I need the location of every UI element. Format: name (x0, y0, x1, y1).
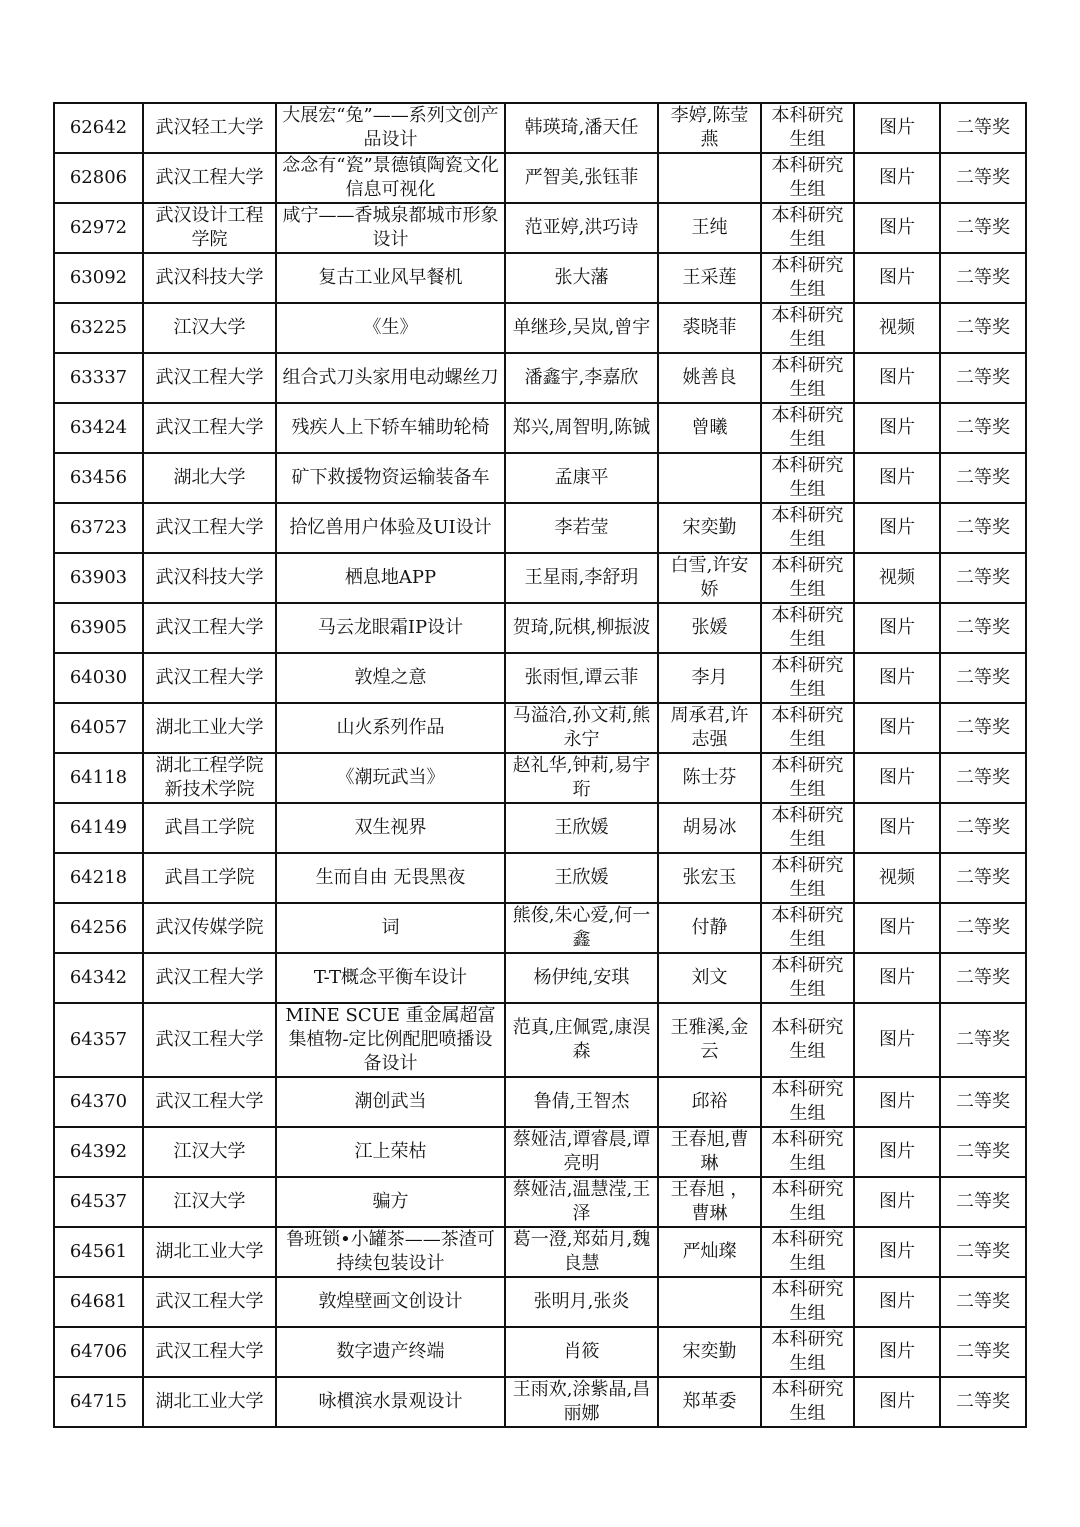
authors-cell: 潘鑫宇,李嘉欣 (505, 353, 658, 403)
award-cell: 二等奖 (940, 253, 1026, 303)
advisor-cell: 陈士芬 (658, 753, 761, 803)
authors-cell: 张大藩 (505, 253, 658, 303)
authors-cell: 范真,庄佩霓,康淏森 (505, 1003, 658, 1077)
work-type-cell: 图片 (854, 1327, 940, 1377)
award-cell: 二等奖 (940, 1327, 1026, 1377)
work-type-cell: 图片 (854, 353, 940, 403)
award-cell: 二等奖 (940, 803, 1026, 853)
group-cell: 本科研究生组 (761, 503, 854, 553)
award-cell: 二等奖 (940, 1127, 1026, 1177)
table-row (54, 853, 1026, 903)
work-title-cell: 敦煌之意 (276, 653, 505, 703)
award-cell: 二等奖 (940, 453, 1026, 503)
entry-id-cell: 64342 (54, 953, 143, 1003)
group-cell: 本科研究生组 (761, 1003, 854, 1077)
advisor-cell: 李婷,陈莹燕 (658, 103, 761, 153)
school-cell: 武汉设计工程学院 (143, 203, 276, 253)
advisor-cell: 邱裕 (658, 1077, 761, 1127)
awards-table (53, 102, 1027, 1428)
entry-id-cell: 64392 (54, 1127, 143, 1177)
work-type-cell: 图片 (854, 1177, 940, 1227)
advisor-cell (658, 153, 761, 203)
table-row (54, 1127, 1026, 1177)
group-cell: 本科研究生组 (761, 303, 854, 353)
school-cell: 武汉工程大学 (143, 1077, 276, 1127)
entry-id-cell: 64681 (54, 1277, 143, 1327)
work-title-cell: 马云龙眼霜IP设计 (276, 603, 505, 653)
authors-cell: 王欣媛 (505, 853, 658, 903)
advisor-cell: 张宏玉 (658, 853, 761, 903)
school-cell: 武汉传媒学院 (143, 903, 276, 953)
group-cell: 本科研究生组 (761, 803, 854, 853)
authors-cell: 熊俊,朱心爱,何一鑫 (505, 903, 658, 953)
entry-id-cell: 62806 (54, 153, 143, 203)
award-cell: 二等奖 (940, 1077, 1026, 1127)
school-cell: 武汉工程大学 (143, 1277, 276, 1327)
school-cell: 武汉工程大学 (143, 153, 276, 203)
work-type-cell: 图片 (854, 1277, 940, 1327)
school-cell: 武汉轻工大学 (143, 103, 276, 153)
work-title-cell: 潮创武当 (276, 1077, 505, 1127)
authors-cell: 杨伊纯,安琪 (505, 953, 658, 1003)
award-cell: 二等奖 (940, 903, 1026, 953)
advisor-cell: 王纯 (658, 203, 761, 253)
work-type-cell: 图片 (854, 453, 940, 503)
school-cell: 湖北工业大学 (143, 1377, 276, 1427)
award-cell: 二等奖 (940, 853, 1026, 903)
table-row (54, 403, 1026, 453)
work-title-cell: 敦煌壁画文创设计 (276, 1277, 505, 1327)
table-row (54, 1227, 1026, 1277)
school-cell: 武昌工学院 (143, 853, 276, 903)
entry-id-cell: 64357 (54, 1003, 143, 1077)
work-title-cell: 矿下救援物资运输装备车 (276, 453, 505, 503)
work-type-cell: 图片 (854, 203, 940, 253)
school-cell: 武汉工程大学 (143, 1327, 276, 1377)
school-cell: 武汉科技大学 (143, 253, 276, 303)
award-cell: 二等奖 (940, 553, 1026, 603)
table-row (54, 753, 1026, 803)
group-cell: 本科研究生组 (761, 103, 854, 153)
school-cell: 武汉工程大学 (143, 503, 276, 553)
work-type-cell: 视频 (854, 303, 940, 353)
award-cell: 二等奖 (940, 303, 1026, 353)
group-cell: 本科研究生组 (761, 1177, 854, 1227)
authors-cell: 张明月,张炎 (505, 1277, 658, 1327)
table-row (54, 953, 1026, 1003)
work-title-cell: 大展宏“兔”——系列文创产品设计 (276, 103, 505, 153)
table-row (54, 103, 1026, 153)
table-row (54, 353, 1026, 403)
advisor-cell (658, 453, 761, 503)
award-cell: 二等奖 (940, 203, 1026, 253)
advisor-cell: 胡易冰 (658, 803, 761, 853)
awards-table-body (54, 103, 1026, 1427)
work-title-cell: 《生》 (276, 303, 505, 353)
work-title-cell: 双生视界 (276, 803, 505, 853)
entry-id-cell: 64715 (54, 1377, 143, 1427)
table-row (54, 303, 1026, 353)
award-cell: 二等奖 (940, 1177, 1026, 1227)
authors-cell: 鲁倩,王智杰 (505, 1077, 658, 1127)
school-cell: 湖北工业大学 (143, 1227, 276, 1277)
award-cell: 二等奖 (940, 153, 1026, 203)
award-cell: 二等奖 (940, 103, 1026, 153)
school-cell: 武汉工程大学 (143, 653, 276, 703)
entry-id-cell: 64218 (54, 853, 143, 903)
entry-id-cell: 63424 (54, 403, 143, 453)
authors-cell: 单继珍,吴岚,曾宇 (505, 303, 658, 353)
authors-cell: 肖筱 (505, 1327, 658, 1377)
table-row (54, 1003, 1026, 1077)
table-row (54, 653, 1026, 703)
award-cell: 二等奖 (940, 503, 1026, 553)
work-title-cell: MINE SCUE 重金属超富集植物-定比例配肥喷播设备设计 (276, 1003, 505, 1077)
school-cell: 武汉工程大学 (143, 403, 276, 453)
table-row (54, 553, 1026, 603)
authors-cell: 李若莹 (505, 503, 658, 553)
work-title-cell: 鲁班锁•小罐茶——茶渣可持续包装设计 (276, 1227, 505, 1277)
authors-cell: 韩瑛琦,潘天任 (505, 103, 658, 153)
school-cell: 湖北大学 (143, 453, 276, 503)
work-type-cell: 图片 (854, 1077, 940, 1127)
table-row (54, 1077, 1026, 1127)
school-cell: 武昌工学院 (143, 803, 276, 853)
advisor-cell: 姚善良 (658, 353, 761, 403)
table-row (54, 1327, 1026, 1377)
authors-cell: 王欣媛 (505, 803, 658, 853)
group-cell: 本科研究生组 (761, 453, 854, 503)
work-type-cell: 图片 (854, 1127, 940, 1177)
entry-id-cell: 62972 (54, 203, 143, 253)
work-type-cell: 图片 (854, 603, 940, 653)
work-type-cell: 图片 (854, 753, 940, 803)
work-type-cell: 图片 (854, 153, 940, 203)
school-cell: 江汉大学 (143, 1127, 276, 1177)
award-cell: 二等奖 (940, 703, 1026, 753)
entry-id-cell: 63337 (54, 353, 143, 403)
award-cell: 二等奖 (940, 1227, 1026, 1277)
work-type-cell: 图片 (854, 803, 940, 853)
advisor-cell: 严灿璨 (658, 1227, 761, 1277)
school-cell: 武汉工程大学 (143, 953, 276, 1003)
work-type-cell: 图片 (854, 703, 940, 753)
work-title-cell: 《潮玩武当》 (276, 753, 505, 803)
work-type-cell: 图片 (854, 503, 940, 553)
authors-cell: 郑兴,周智明,陈铖 (505, 403, 658, 453)
entry-id-cell: 64118 (54, 753, 143, 803)
group-cell: 本科研究生组 (761, 1327, 854, 1377)
work-type-cell: 视频 (854, 853, 940, 903)
advisor-cell: 白雪,许安娇 (658, 553, 761, 603)
work-title-cell: 生而自由 无畏黑夜 (276, 853, 505, 903)
advisor-cell: 王雅溪,金云 (658, 1003, 761, 1077)
entry-id-cell: 64030 (54, 653, 143, 703)
award-cell: 二等奖 (940, 653, 1026, 703)
work-type-cell: 图片 (854, 253, 940, 303)
entry-id-cell: 63905 (54, 603, 143, 653)
group-cell: 本科研究生组 (761, 253, 854, 303)
entry-id-cell: 64706 (54, 1327, 143, 1377)
authors-cell: 严智美,张钰菲 (505, 153, 658, 203)
authors-cell: 马溢洽,孙文莉,熊永宁 (505, 703, 658, 753)
award-cell: 二等奖 (940, 353, 1026, 403)
advisor-cell: 宋奕勤 (658, 1327, 761, 1377)
work-title-cell: 山火系列作品 (276, 703, 505, 753)
entry-id-cell: 63456 (54, 453, 143, 503)
group-cell: 本科研究生组 (761, 603, 854, 653)
work-type-cell: 图片 (854, 1377, 940, 1427)
entry-id-cell: 64561 (54, 1227, 143, 1277)
work-title-cell: 咸宁——香城泉都城市形象设计 (276, 203, 505, 253)
advisor-cell: 张媛 (658, 603, 761, 653)
award-cell: 二等奖 (940, 753, 1026, 803)
work-title-cell: 江上荣枯 (276, 1127, 505, 1177)
table-row (54, 903, 1026, 953)
work-title-cell: 念念有“瓷”景德镇陶瓷文化信息可视化 (276, 153, 505, 203)
entry-id-cell: 64256 (54, 903, 143, 953)
table-row (54, 153, 1026, 203)
advisor-cell: 刘文 (658, 953, 761, 1003)
authors-cell: 葛一澄,郑茹月,魏良慧 (505, 1227, 658, 1277)
advisor-cell: 王春旭 ，曹琳 (658, 1177, 761, 1227)
group-cell: 本科研究生组 (761, 1127, 854, 1177)
award-cell: 二等奖 (940, 1277, 1026, 1327)
entry-id-cell: 64057 (54, 703, 143, 753)
table-row (54, 1277, 1026, 1327)
authors-cell: 贺琦,阮棋,柳振波 (505, 603, 658, 653)
authors-cell: 赵礼华,钟莉,易宇珩 (505, 753, 658, 803)
work-type-cell: 视频 (854, 553, 940, 603)
group-cell: 本科研究生组 (761, 553, 854, 603)
work-title-cell: 残疾人上下轿车辅助轮椅 (276, 403, 505, 453)
group-cell: 本科研究生组 (761, 153, 854, 203)
work-title-cell: 数字遗产终端 (276, 1327, 505, 1377)
work-type-cell: 图片 (854, 403, 940, 453)
school-cell: 江汉大学 (143, 303, 276, 353)
group-cell: 本科研究生组 (761, 653, 854, 703)
work-type-cell: 图片 (854, 1227, 940, 1277)
school-cell: 武汉工程大学 (143, 353, 276, 403)
entry-id-cell: 64149 (54, 803, 143, 853)
entry-id-cell: 63723 (54, 503, 143, 553)
group-cell: 本科研究生组 (761, 903, 854, 953)
award-cell: 二等奖 (940, 403, 1026, 453)
work-type-cell: 图片 (854, 953, 940, 1003)
school-cell: 湖北工业大学 (143, 703, 276, 753)
table-row (54, 503, 1026, 553)
school-cell: 江汉大学 (143, 1177, 276, 1227)
table-row (54, 253, 1026, 303)
work-title-cell: 复古工业风早餐机 (276, 253, 505, 303)
group-cell: 本科研究生组 (761, 853, 854, 903)
advisor-cell: 王采莲 (658, 253, 761, 303)
school-cell: 武汉科技大学 (143, 553, 276, 603)
advisor-cell: 裘晓菲 (658, 303, 761, 353)
table-row (54, 453, 1026, 503)
work-type-cell: 图片 (854, 1003, 940, 1077)
school-cell: 武汉工程大学 (143, 603, 276, 653)
table-row (54, 603, 1026, 653)
award-cell: 二等奖 (940, 1003, 1026, 1077)
group-cell: 本科研究生组 (761, 353, 854, 403)
group-cell: 本科研究生组 (761, 403, 854, 453)
advisor-cell: 周承君,许志强 (658, 703, 761, 753)
advisor-cell: 曾曦 (658, 403, 761, 453)
group-cell: 本科研究生组 (761, 753, 854, 803)
advisor-cell (658, 1277, 761, 1327)
work-type-cell: 图片 (854, 903, 940, 953)
table-row (54, 1377, 1026, 1427)
group-cell: 本科研究生组 (761, 203, 854, 253)
authors-cell: 范亚婷,洪巧诗 (505, 203, 658, 253)
group-cell: 本科研究生组 (761, 1377, 854, 1427)
entry-id-cell: 62642 (54, 103, 143, 153)
authors-cell: 王雨欢,涂紫晶,昌丽娜 (505, 1377, 658, 1427)
work-title-cell: T-T概念平衡车设计 (276, 953, 505, 1003)
work-title-cell: 骗方 (276, 1177, 505, 1227)
work-type-cell: 图片 (854, 103, 940, 153)
authors-cell: 孟康平 (505, 453, 658, 503)
authors-cell: 蔡娅洁,温慧滢,王泽 (505, 1177, 658, 1227)
table-row (54, 703, 1026, 753)
entry-id-cell: 64370 (54, 1077, 143, 1127)
table-row (54, 1177, 1026, 1227)
advisor-cell: 宋奕勤 (658, 503, 761, 553)
authors-cell: 张雨恒,谭云菲 (505, 653, 658, 703)
authors-cell: 蔡娅洁,谭睿晨,谭亮明 (505, 1127, 658, 1177)
work-title-cell: 栖息地APP (276, 553, 505, 603)
work-title-cell: 拾忆兽用户体验及UI设计 (276, 503, 505, 553)
group-cell: 本科研究生组 (761, 1077, 854, 1127)
group-cell: 本科研究生组 (761, 703, 854, 753)
advisor-cell: 王春旭,曹琳 (658, 1127, 761, 1177)
work-title-cell: 组合式刀头家用电动螺丝刀 (276, 353, 505, 403)
advisor-cell: 付静 (658, 903, 761, 953)
award-cell: 二等奖 (940, 1377, 1026, 1427)
award-cell: 二等奖 (940, 953, 1026, 1003)
group-cell: 本科研究生组 (761, 1227, 854, 1277)
work-title-cell: 咏樌滨水景观设计 (276, 1377, 505, 1427)
school-cell: 湖北工程学院新技术学院 (143, 753, 276, 803)
authors-cell: 王星雨,李舒玥 (505, 553, 658, 603)
work-title-cell: 词 (276, 903, 505, 953)
group-cell: 本科研究生组 (761, 1277, 854, 1327)
table-row (54, 803, 1026, 853)
work-type-cell: 图片 (854, 653, 940, 703)
entry-id-cell: 63092 (54, 253, 143, 303)
advisor-cell: 李月 (658, 653, 761, 703)
school-cell: 武汉工程大学 (143, 1003, 276, 1077)
entry-id-cell: 63903 (54, 553, 143, 603)
group-cell: 本科研究生组 (761, 953, 854, 1003)
table-row (54, 203, 1026, 253)
entry-id-cell: 64537 (54, 1177, 143, 1227)
award-cell: 二等奖 (940, 603, 1026, 653)
entry-id-cell: 63225 (54, 303, 143, 353)
advisor-cell: 郑革委 (658, 1377, 761, 1427)
